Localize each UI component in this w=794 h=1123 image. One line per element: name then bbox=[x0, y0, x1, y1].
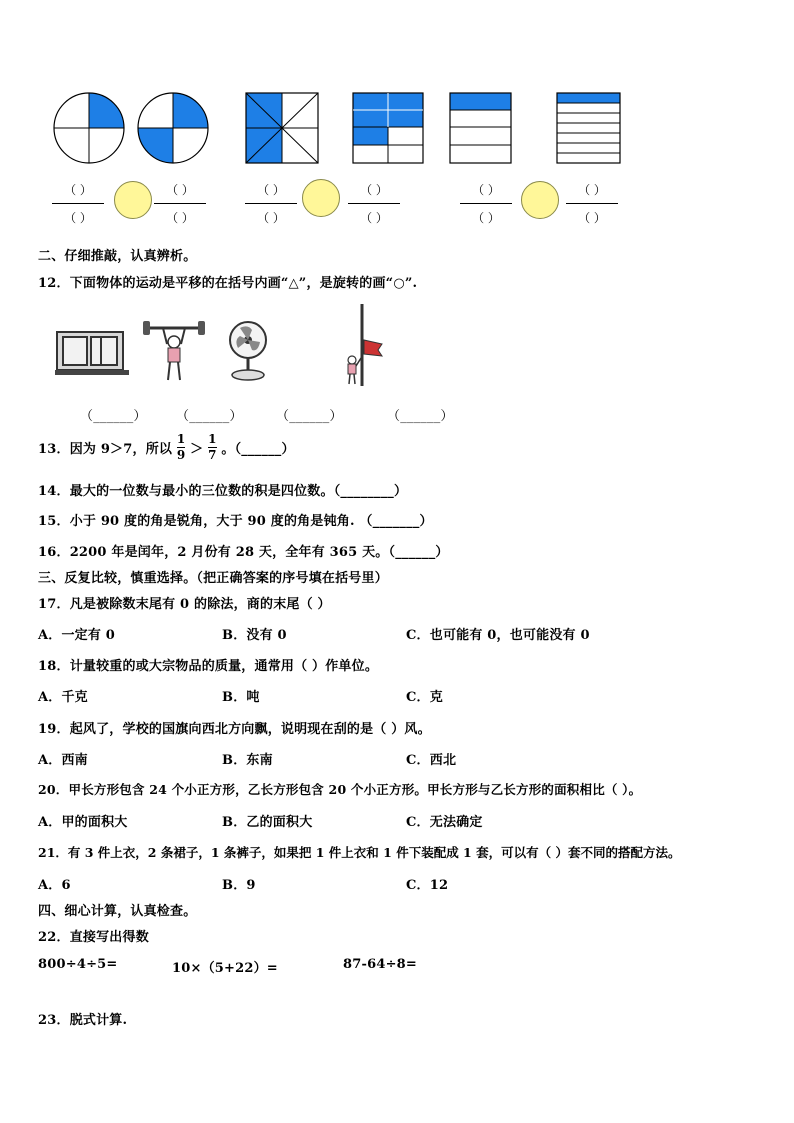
sliding-window-picture bbox=[55, 330, 130, 376]
fraction-blank-2[interactable]: （ ） （ ） bbox=[154, 181, 206, 227]
q18-option-c[interactable]: C．克 bbox=[406, 690, 443, 705]
q15-text: 15．小于 90 度的角是锐角，大于 90 度的角是钝角. （_______） bbox=[38, 514, 433, 529]
q20-option-b[interactable]: B．乙的面积大 bbox=[222, 815, 313, 830]
q18-option-a[interactable]: A．千克 bbox=[38, 690, 88, 705]
q21-option-b[interactable]: B．9 bbox=[222, 878, 256, 893]
fraction-blank-5[interactable]: （ ） （ ） bbox=[460, 181, 512, 227]
q13-fraction-2: $\frac{1}{7}$ bbox=[208, 432, 217, 462]
q17-option-c[interactable]: C．也可能有 0，也可能没有 0 bbox=[406, 628, 590, 643]
section-4-title: 四、细心计算，认真检查。 bbox=[38, 904, 197, 919]
q19-option-a[interactable]: A．西南 bbox=[38, 753, 88, 768]
q23-text: 23．脱式计算. bbox=[38, 1013, 128, 1028]
q20-option-a[interactable]: A．甲的面积大 bbox=[38, 815, 128, 830]
q12-blank-1[interactable]: （______） bbox=[80, 409, 147, 424]
q16-text: 16．2200 年是闰年，2 月份有 28 天，全年有 365 天。（______） bbox=[38, 545, 449, 560]
q13: 13．因为 9＞7，所以 $\frac{1}{9}$ ＞ $\frac{1}{7}$ 。（______） bbox=[38, 432, 295, 462]
q13-blank[interactable]: 。（______） bbox=[221, 442, 295, 457]
q21-option-c[interactable]: C．12 bbox=[406, 878, 449, 893]
q13-fraction-1: $\frac{1}{9}$ bbox=[176, 432, 186, 462]
q19-option-b[interactable]: B．东南 bbox=[222, 753, 273, 768]
q18-option-b[interactable]: B．吨 bbox=[222, 690, 260, 705]
q22-expression-2: 10×（5+22）= bbox=[172, 961, 278, 976]
q21-option-a[interactable]: A．6 bbox=[38, 878, 71, 893]
fraction-blank-1[interactable]: （ ） （ ） bbox=[52, 181, 104, 227]
q18-text: 18．计量较重的或大宗物品的质量，通常用（ ）作单位。 bbox=[38, 659, 379, 674]
fraction-figures bbox=[0, 85, 794, 175]
fraction-blank-3[interactable]: （ ） （ ） bbox=[245, 181, 297, 227]
q12-blank-4[interactable]: （______） bbox=[387, 409, 454, 424]
square-eighths bbox=[246, 93, 318, 163]
q12-text: 12．下面物体的运动是平移的在括号内画“△”，是旋转的画“○”. bbox=[38, 276, 418, 291]
rect-sevenths bbox=[557, 93, 620, 163]
section-3-title: 三、反复比较，慎重选择。（把正确答案的序号填在括号里） bbox=[38, 571, 388, 586]
flag-raising-picture bbox=[340, 302, 385, 388]
weightlifter-picture bbox=[143, 318, 205, 384]
compare-circle-1[interactable] bbox=[114, 181, 152, 219]
q21-text: 21．有 3 件上衣，2 条裙子，1 条裤子，如果把 1 件上衣和 1 件下装配成 1 套，可以有（ ）套不同的搭配方法。 bbox=[38, 845, 681, 860]
q12-blank-3[interactable]: （______） bbox=[276, 409, 343, 424]
fraction-blank-6[interactable]: （ ） （ ） bbox=[566, 181, 618, 227]
q17-option-a[interactable]: A．一定有 0 bbox=[38, 628, 116, 643]
compare-circle-2[interactable] bbox=[302, 179, 340, 217]
q20-option-c[interactable]: C．无法确定 bbox=[406, 815, 483, 830]
rect-sixths bbox=[353, 93, 423, 163]
q17-text: 17．凡是被除数末尾有 0 的除法，商的末尾（ ） bbox=[38, 597, 331, 612]
fraction-blank-4[interactable]: （ ） （ ） bbox=[348, 181, 400, 227]
q14-text: 14．最大的一位数与最小的三位数的积是四位数。（________） bbox=[38, 484, 408, 499]
q17-option-b[interactable]: B．没有 0 bbox=[222, 628, 287, 643]
q12-blank-2[interactable]: （______） bbox=[176, 409, 243, 424]
circle-two-quarters bbox=[138, 93, 208, 163]
q22-text: 22．直接写出得数 bbox=[38, 930, 149, 945]
section-2-title: 二、仔细推敲，认真辨析。 bbox=[38, 249, 197, 264]
circle-one-quarter bbox=[54, 93, 124, 163]
compare-circle-3[interactable] bbox=[521, 181, 559, 219]
electric-fan-picture bbox=[226, 320, 270, 382]
q19-option-c[interactable]: C．西北 bbox=[406, 753, 457, 768]
q22-expression-3: 87-64÷8= bbox=[343, 957, 418, 972]
q22-expression-1: 800÷4÷5= bbox=[38, 957, 118, 972]
q19-text: 19．起风了，学校的国旗向西北方向飘，说明现在刮的是（ ）风。 bbox=[38, 722, 431, 737]
q20-text: 20．甲长方形包含 24 个小正方形，乙长方形包含 20 个小正方形。甲长方形与乙长方形的面积相比（ ）。 bbox=[38, 782, 642, 797]
rect-fourths bbox=[450, 93, 511, 163]
